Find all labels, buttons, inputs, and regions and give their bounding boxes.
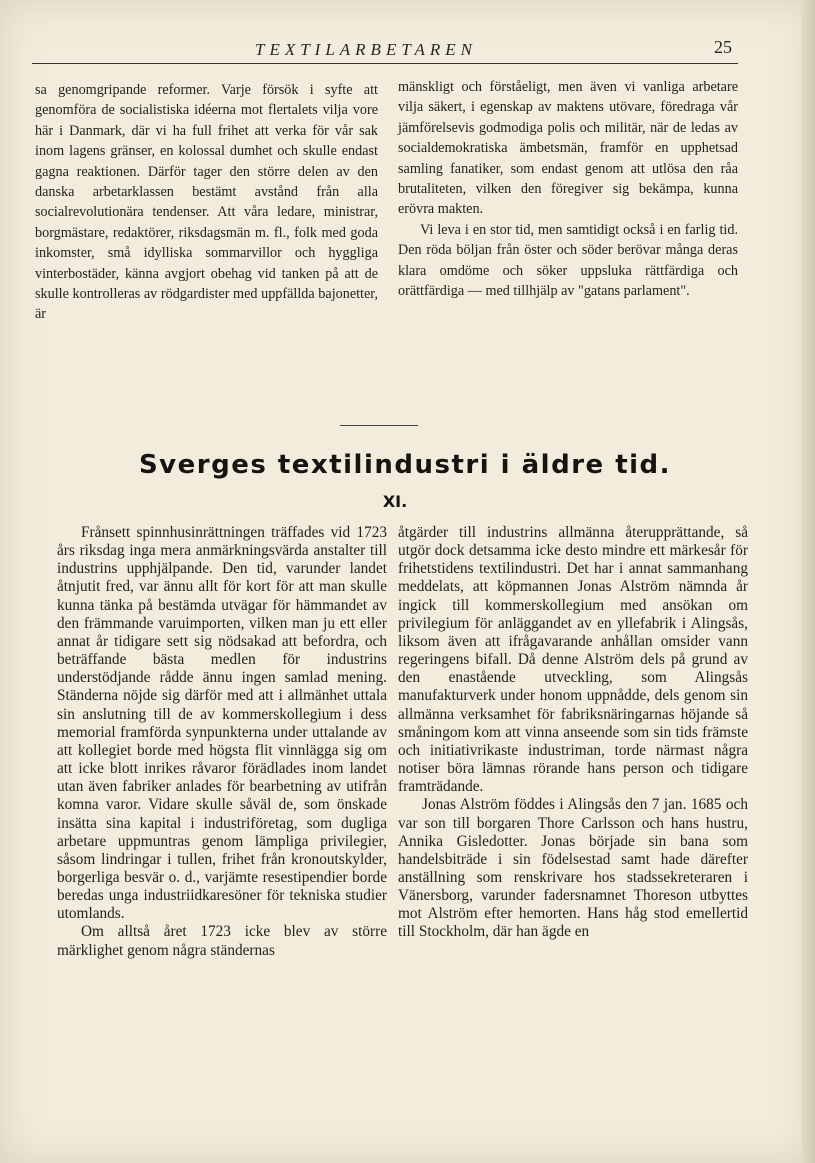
top-left-column — [35, 80, 378, 325]
top-right-paragraph-1: mänskligt och förståeligt, men även vi vanliga arbetare vilja säkert, i egenskap av maktens utövare, föredraga vår jämförelsevis godmodiga polis och militär, när de ledas av socialdemokratiska ämbetsmän, framför en upphetsad samling fanatiker, som endast genom att utlösa den råa brutaliteten, vilken den föregiver sig bekämpa, kunna erövra makten. — [398, 79, 738, 218]
top-right-paragraph-2: Vi leva i en stor tid, men samtidigt också i en farlig tid. Den röda böljan från öster och söder berövar många deras klara omdöme och söker uppsluka rättfärdiga och orättfärdiga — med tillhjälp av "gatans parlament". — [398, 221, 738, 300]
article-paragraph: Frånsett spinnhusinrättningen träffades vid 1723 års riksdag inga mera anmärkningsvärda anstalter till industrins upphjälpande. Den tid, varunder landet åtnjutit fred, var ännu allt för kort för att man skulle kunna tänka på bestämda utvägar för hämmandet av den främmande varuimporten, vilken man ju ett eller annat år tidigare sett sig nödsakad att befordra, och beträffande bästa medlen för industrins understödjande rådde ännu ingen samlad mening. Ständerna nöjde sig därför med att i allmänhet uttala sin anslutning till de av kommerskollegium i dess memorial framförda synpunkterna under uttalande av att kollegiet borde med högsta flit vinnlägga sig om att icke blott inrikes råvaror förädlades inom landet utan även fabriker anlades för bearbetning av utifrån komna varor. Vidare skulle såväl de, som önskade insätta sina kapital i industriföretag, som dugliga arbetare uppmuntras genom lämpliga privilegier, såsom lindringar i tullen, frihet från kronoutskylder, borgerliga besvär o. d., varjämte resestipendier borde beredas unga industriidkaresöner för tekniska studier utomlands. — [57, 524, 387, 923]
top-right-column — [398, 77, 738, 301]
article-right-column — [398, 524, 748, 942]
header-rule — [32, 63, 738, 64]
article-paragraph: åtgärder till industrins allmänna återupprättande, så utgör dock detsamma icke desto mindre ett märkesår för frihetstidens textilindustri. Det har i annat sammanhang meddelats, att köpmannen Jonas Alström nämnda år ingick till kommerskollegium med ansökan om privilegium för anläggandet av en yllefabrik i Alingsås, liksom även att ifrågavarande anhållan omsider vann regeringens bifall. Då denne Alström dels på grund av den enastående utveckling, som Alingsås manufakturverk under honom uppnådde, dels genom sin allmänna verksamhet för fabriksnäringarnas höjande så småningom kom att vinna anseende som sin tids främste och initiativrikaste industriman, torde närmast några notiser böra lämnas rörande hans person och tidigare framträdande. — [398, 524, 748, 796]
article-paragraph: Jonas Alström föddes i Alingsås den 7 jan. 1685 och var son till borgaren Thore Carlsson och hans hustru, Annika Gisledotter. Jonas började sin bana som handelsbiträde i sin födelsestad samt hade därefter anställning som renskrivare hos stadssekreteraren i Vänersborg, varunder fadersnamnet Thoreson utbyttes mot Alström efter hemorten. Hans håg stod emellertid till Stockholm, där han ägde en — [398, 796, 748, 941]
section-divider — [340, 425, 418, 426]
article-title: Sverges textilindustri i äldre tid. — [138, 450, 672, 480]
article-left-column — [57, 524, 387, 960]
article-part-number: XI. — [382, 492, 408, 511]
top-left-paragraph: sa genomgripande reformer. Varje försök i syfte att genomföra de socialistiska idéerna mot flertalets vilja vore här i Danmark, där vi ha full frihet att verka för vår sak inom lagens gränser, en kolossal dumhet och skulle endast gagna reaktionen. Därför tager den större delen av den danska arbetarklassen bestämt avstånd från alla socialrevolutionära tendenser. Att våra ledare, ministrar, borgmästare, redaktörer, riksdagsmän m. fl., folk med goda inkomster, små idylliska sommarvillor och hyggliga vinterbostäder, känna avgjort obehag vid tanken på att de skulle kontrolleras av rödgardister med uppfällda bajonetter, är — [35, 82, 378, 323]
page-edge — [801, 0, 815, 1163]
article-paragraph: Om alltså året 1723 icke blev av större märklighet genom några ständernas — [57, 923, 387, 959]
running-title: TEXTILARBETAREN — [255, 40, 478, 59]
page-number: 25 — [714, 37, 732, 57]
